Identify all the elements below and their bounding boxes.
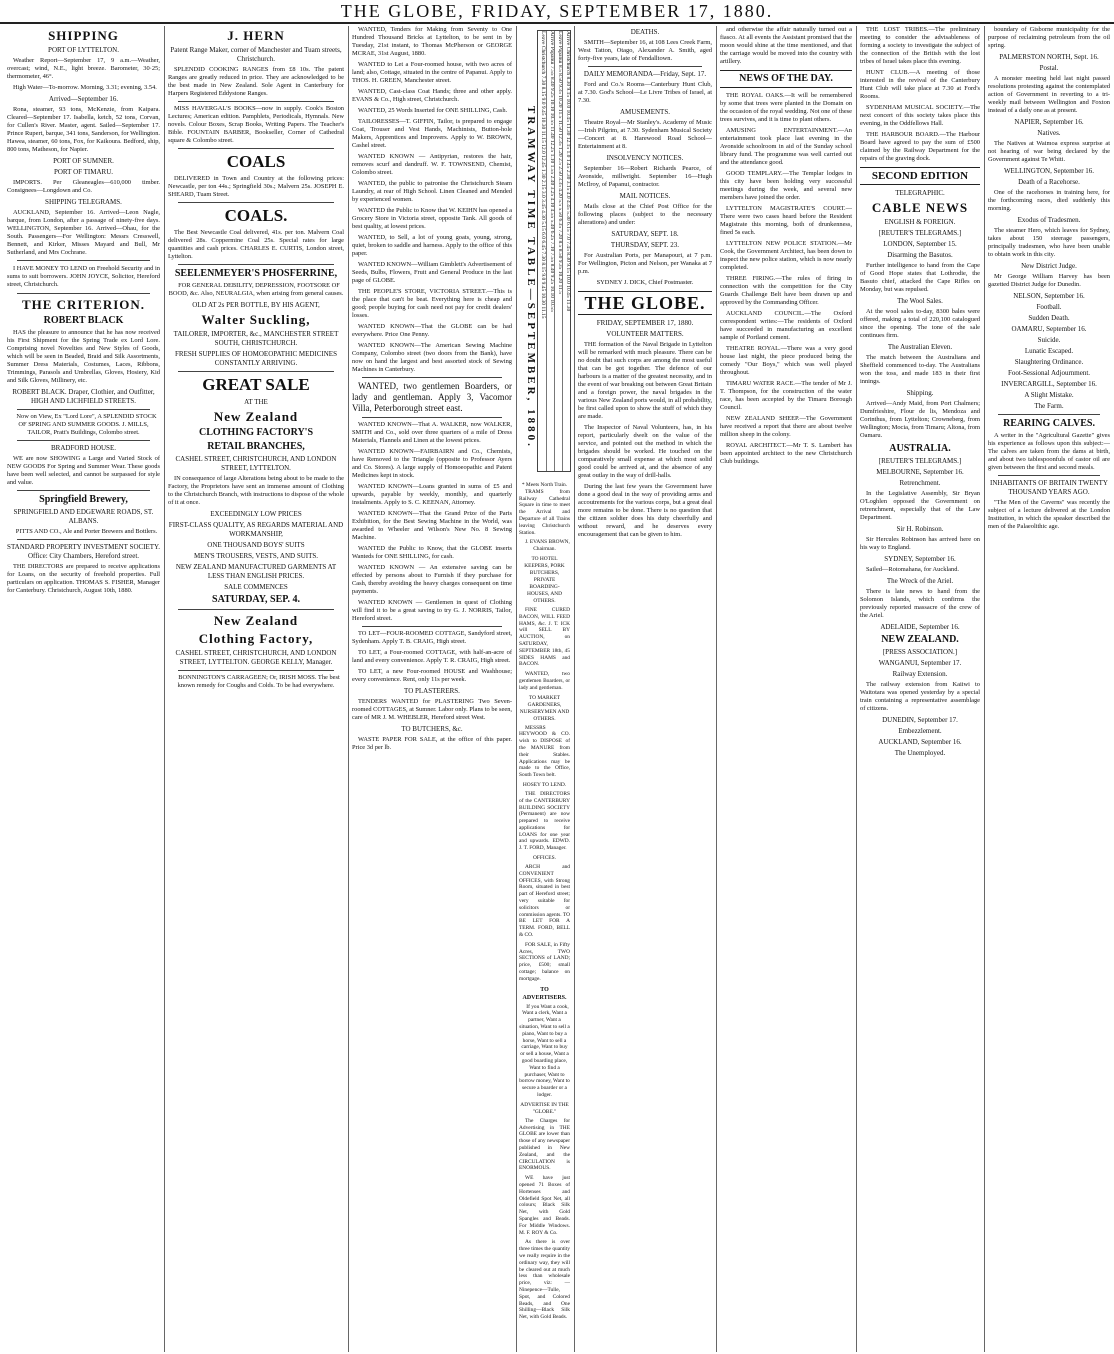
rearing-text: A writer in the "Agricultural Gazette" gives his experience as follows upon this subject:—The calves are taken from the dams at birth, and about two tablespoonfuls of castor oil are given between the first and second meals. [988,432,1110,471]
railway-text: The railway extension from Kaiiwi to Waitotara was opened yesterday by a special train containing a representative assemblage of citizens. [860,681,980,712]
column-2 [164,26,344,1352]
news-item: THEATRE ROYAL.—There was a very good house last night, the piece produced being the comedy "Our Boys," which was well played throughout. [720,345,852,376]
embezzlement: Embezzlement. [898,727,942,735]
daily-text: Ford and Co.'s Rooms—Canterbury Hunt Club, at 7.30. God's School—Le Livre Tribes of Israel, at 7.30. [578,81,712,104]
wanted-3: WANTED, Cast-class Coat Hands; three and other apply. EVANS & Co., High street, Christchurch. [352,88,512,103]
nz-heading: New Zealand [213,409,299,424]
column-7 [856,26,980,1352]
reuter: [REUTER'S TELEGRAMS.] [878,229,962,237]
column-8 [984,26,1110,1352]
volunteer-heading: VOLUNTEER MATTERS. [606,330,684,338]
insolvency: INSOLVENCY NOTICES. [606,154,684,162]
arrived-heading: Arrived—September 16. [48,95,119,103]
tramway-time-table [517,26,571,476]
wreck: The Wreck of the Ariel. [886,577,954,585]
lost-tribes: THE LOST TRIBES.—The preliminary meeting to consider the advisableness of forming a society to investigate the subject of the connection of the British with the lost tribes of Israel takes place this evening. [860,26,980,65]
exodus: Exodus of Tradesmen. [1017,216,1081,224]
sydney-dick: SYDNEY J. DICK, Chief Postmaster. [596,279,694,286]
coals2-text: The Best Newcastle Coal delivered, 41s. per ton. Malvern Coal delivered 28s. Coppermine Coal 25s. Special rates for large quantities and cash prices. CHARLES E. CURTIS, London street, Lyttelton. [168,229,344,260]
retrenchment: Retrenchment. [899,479,941,487]
timetable-col: Leave Christchurch 7.30 8.15 9.0 9.45 10.30 11.15 12.0 12.45 1.30 2.15 3.0 3.45 4.30 5.15 6.0 6.45 7.30 8.15 9.0 9.45 10.30 11.15 [540,31,546,319]
wool-heading: The Wool Sales. [897,297,943,305]
telegrams-heading: SHIPPING TELEGRAMS. [45,198,122,206]
napier: NAPIER, September 16. [1014,118,1084,126]
first-class: FIRST-CLASS QUALITY, AS REGARDS MATERIAL AND WORKMANSHIP, [168,521,344,538]
column-1 [4,26,160,1352]
timetable-col: Arrive Christchurch 8.30 9.15 10.0 10.45 11.30 12.15 1.0 1.45 2.30 3.15 4.0 4.45 5.30 6.15 7.0 7.45 8.30 9.15 10.0 10.45 11.30 [562,31,571,471]
inhab-text: "The Men of the Caverns" was recently the subject of a lecture delivered at the London Institution, in which the speaker described the men of the Palaeolithic age. [988,499,1110,530]
branches: CASHEL STREET, CHRISTCHURCH, AND LONDON STREET, LYTTELTON. [175,455,337,472]
railway-ext: Railway Extension. [892,670,948,678]
trams-text: TRAMS from Railway Cathedral Square in time to meet the Arrival and Departure of all Trains leaving Christchurch Station. [519,488,570,536]
rearing-heading: REARING CALVES. [1003,418,1095,429]
news-item: THREE FIRING.—The rules of firing in connection with the competition for the City Guards Challenge Belt have been drawn up and approved by the Commanding Officer. [720,275,852,306]
wanted-grand-prize: WANTED KNOWN—That the Grand Prize of the Paris Exhibition, for the Best Sewing Machine in the World, was awarded to Wheeler and Wilson's New No. 8 Sewing Machine. [352,510,512,541]
retail-branches: RETAIL BRANCHES, [207,441,305,452]
timetable-col: Leave Papanui 8.5 8.50 9.35 10.20 11.5 11.50 12.35 1.20 2.5 2.50 3.35 4.20 5.5 5.50 6.35 7.20 8.5 8.50 9.35 10.20 11.5 [554,31,563,471]
deaths-text: SMITH—September 16, at 108 Lees Creek Farm, West Tatton, Otago, Alexander A. Smith, aged forty-five years, late of Fendalltown. [578,39,712,62]
criterion-text: HAS the pleasure to announce that he has now received his First Shipment for the Spring Trade ex Lord Lore. Comprising novel Novelties and New Styles of Goods, which will be seen in Beaded, Braid and Silk Assortments, Summer Dress Materials, Costumes, Laces, Ribbons, Trimmings, Parasols and Umbrellas, Gloves, Hosiery, Kid and Silk Gloves, Millinery, etc. [7,329,160,384]
timetable-col: Arrive Papanui 7.55 8.40 9.25 10.10 10.55 11.40 12.25 1.10 1.55 2.40 3.25 4.10 4.55 5.40 6.25 7.10 7.55 8.40 9.25 10.10 10.55 [546,31,555,471]
phosferrine-text: FOR GENERAL DEBILITY, DEPRESSION, FOOTSORE OF BOOD, &c. Also, NEURALGIA, when arising from general causes. [168,282,344,297]
directors-building: THE DIRECTORS of the CANTERBURY BUILDING SOCIETY (Permanent) are now prepared to receive applications for LOANS for one year and upwards. EDWD. J. T. FORD, Manager. [519,790,570,852]
antipyrian: WANTED KNOWN — Antipyrian, restores the hair, removes scurf and dandruff. W. F. TOWNSEND, Chemist, Colombo street. [352,153,512,176]
retrench-text: In the Legislative Assembly, Sir Bryan O'Loghlen opposed the Government on retrenchment, especially that of the Law Department. [860,490,980,521]
new-zealand-heading: NEW ZEALAND. [881,634,959,645]
bonnington-ad: BONNINGTON'S CARRAGEEN; Or, IRISH MOSS. The best known remedy for Coughs and Colds. To be had everywhere. [177,674,340,689]
wanted-girl: WANTED, to Sell, a lot of young goats, young, strong, quiet, broken to saddle and harness. Apply to the office of this paper. [352,234,512,257]
hern-heading: J. HERN [227,28,285,43]
charges: The Charges for Advertising in THE GLOBE are lower than those of any newspaper published in New Zealand, and the CIRCULATION is ENORMOUS. [519,1117,570,1172]
sydney-date: SYDNEY, September 16. [884,555,956,563]
sale-commences: SALE COMMENCES [224,583,288,591]
natives-text: The Natives at Waimoa express surprise at not hearing of war being declared by the Government against Te Whiti. [988,140,1110,163]
mens: MEN'S TROUSERS, VESTS, AND SUITS. [193,552,319,560]
we-have: WE have just opened 71 Boxes of Hortenses and Oldefield Spot Net, all colours; Black Silk Net, with Gold Spangles and Beads. For Middle Windows. M. F. ROY & Co. [519,1175,570,1236]
wool-text: At the wool sales to-day, 8300 bales were offered, making a total of 220,100 catalogued since the opening. The tone of the sale continues firm. [860,308,980,339]
port-heading: PORT OF LYTTELTON. [48,46,119,54]
article-cont: and otherwise the affair naturally turned out a fiasco. At all events the Assistant promised that the moon would shine at the time mentioned, and that the carriage would be moved into the country with artillery. [720,26,852,65]
wanted-fairbairn: WANTED KNOWN—FAIRBAIRN and Co., Chemists, have Removed to the Triangle (opposite to Professor Ayers and Co. Stores). A large supply of Homoeopathic and Patent Medicines kept in stock. [352,448,512,479]
slaughtering: Slaughtering Ordinance. [1014,358,1084,366]
now-on-view: Now on View, Ex "Lord Lore", A SPLENDID STOCK OF SPRING AND SUMMER GOODS. J. MILLS, TAILOR, Pratt's Buildings, Colombo street. [16,413,157,436]
to-let-house: TO LET, a Four-roomed COTTAGE, with half-an-acre of land and every convenience. Apply T. R. CRAIG, High street. [352,649,512,664]
suckling-heading: Walter Suckling, [201,312,311,327]
invercargill: INVERCARGILL, September 16. [1001,380,1097,388]
timaru-heading: PORT OF TIMARU. [53,168,114,176]
nz2-heading: New Zealand [213,613,299,628]
timetable-grid [537,30,571,472]
evans-brown: J. EVANS BROWN, Chairman. [525,539,570,553]
thursday-heading: THURSDAY, SEPT. 23. [610,241,680,249]
criterion-owner: ROBERT BLACK [43,315,124,326]
phosferrine-heading: SEELENMEYER'S PHOSFERRINE, [174,268,338,279]
shipping-heading: Shipping. [906,389,934,397]
insolvency-text: September 16—Robert Richards Pearce, of Avonside, millwright. September 16—Hugh McIlroy, of Papanui, contractor. [578,165,712,188]
havergal-ad: MISS HAVERGAL'S BOOKS—now in supply. Cook's Boston Lectures; American edition. Pamphlets, Periodicals, Hymnals. New novels. Colour Boxes, Scrap Books, Writing Papers. The Teacher's Bible. FOUNTAIN BARBER, Bookseller, Corner of Cathedral square & Colombo street. [168,105,344,144]
australians-heading: The Australian Eleven. [887,343,953,351]
wanted-1: WANTED, Tenders for Making from Seventy to One Hundred Thousand Bricks at Lyttelton, to be sent in by Tuesday, 21st instant, to Thomas McPherson or GEORGE MCRAE, 31st August, 1880. [352,26,512,57]
offices-heading: OFFICES. [533,855,556,862]
news-item: TIMARU WATER RACE.—The tender of Mr J. T. Thompson, for the construction of the water race, has been accepted by the Timaru Borough Council. [720,380,852,411]
harbour-board: THE HARBOUR BOARD.—The Harbour Board have agreed to pay the sum of £500 claimed by the Railway Department for the repairs of the graving dock. [860,131,980,162]
wellington: WELLINGTON, September 16. [1003,167,1095,175]
wanted-gentlemen: WANTED KNOWN — Gentlemen in quest of Clothing will find it to be a great saving to try G. J. NORRIS, Tailor, Hereford street. [352,599,512,622]
tailoresses: TAILORESSES—T. GIFFIN, Tailor, is prepared to engage Coat, Trouser and Vest Hands, Machinists, Button-hole Makers, Apprentices and Improvers. Apply to W. BROWN, Cashel street. [352,118,512,149]
exceedingly: EXCEEDINGLY LOW PRICES [210,510,302,518]
wanted-known-furniture: WANTED KNOWN — An extensive saving can be effected by persons about to Furnish if they purchase for Cash, thereby avoiding the heavy charges consequent on time payments. [352,564,512,595]
wanted-known-w: WANTED KNOWN—William Gimblett's Advertisement of Seeds, Bulbs, Flowers, Fruit and General Produce in the last page of GLOBE. [352,261,512,284]
plasterers-heading: TO PLASTERERS. [404,687,460,695]
pitts-ad: PITTS AND CO., Ale and Porter Brewers and Bottlers. [15,528,158,535]
news-item: THE ROYAL OAKS.—It will be remembered by some that trees were planted in the Domain on the occasion of the royal wedding. Not one of these trees survives, and it is time to plant others. [720,92,852,123]
standard-heading: STANDARD PROPERTY INVESTMENT SOCIETY. Office: City Chambers, Hereford street. [7,543,160,560]
tramway-title: TRAMWAY TIME TABLE—SEPTEMBER, 1880. [525,106,537,449]
natives: Natives. [1037,129,1061,137]
wanted-young: WANTED, the public to patronise the Christchurch Steam Laundry, at rear of High School. Linen Cleaned and Mended by experienced women. [352,180,512,203]
mail-more: For Australian Ports, per Manapouri, at 7 p.m. For Wellington, Picton and Nelson, per Wanaka at 7 p.m. [578,252,712,275]
saturday-heading: SATURDAY, SEPT. 18. [611,230,679,238]
press-tele: [REUTER'S TELEGRAMS.] [878,457,962,465]
coals2-heading: COALS. [224,206,288,225]
factory-sub: CASHEL STREET, CHRISTCHURCH, AND LONDON STREET, LYTTELTON. GEORGE KELLY, Manager. [175,649,337,666]
bradford-text: WE are now SHOWING a Large and Varied Stock of NEW GOODS For Spring and Summer Wear. These goods have been well selected, and cannot be surpassed for style and value. [7,455,160,486]
column-5 [574,26,712,1352]
to-let-shop: TO LET, a new Four-roomed HOUSE and Washhouse; every convenience. Rent, only 11s per week. [352,668,512,683]
offices-text: ARCH and CONVENIENT OFFICES, with Strong Room, situated in best part of Hereford street; very suitable for solicitors or commission agents. TO BE LET FOR A TERM. FORD, BELL & CO. [519,864,570,939]
mail-text: Mails close at the Chief Post Office for the following places (subject to the necessary alterations) and under: [578,203,712,226]
hotel-heading: TO HOTEL KEEPERS, PORK BUTCHERS, PRIVATE BOARDING-HOUSES, AND OTHERS. [524,555,565,604]
wreck-text: There is late news to hand from the Solomon Islands, which confirms the previously reported massacre of the crew of the Ariel. [860,588,980,619]
new-judge-text: Mr George William Harvey has been gazetted District Judge for Dunedin. [988,273,1110,288]
oamaru: OAMARU, September 16. [1011,325,1087,333]
hern-sub: Patent Range Maker, corner of Manchester and Tuam streets, Christchurch. [170,46,342,63]
press-assoc: [PRESS ASSOCIATION.] [882,648,958,656]
dunedin: DUNEDIN, September 17. [882,716,958,724]
hern-text: SPLENDID COOKING RANGES from £8 10s. The patent Ranges are greatly reduced in price. They are acknowledged to be the best made in New Zealand. Sole Agent in Canterbury for Harpers Registered Eddystone Ranges. [168,66,344,97]
column-4-ads [516,482,570,1352]
new-judge: New District Judge. [1021,262,1077,270]
coals-heading: COALS [226,152,286,171]
daily-mem: DAILY MEMORANDA—Friday, Sept. 17. [583,70,707,78]
amusements-text: Theatre Royal—Mr Stanley's. Academy of Music—Irish Pilgrim, at 7.30. Sydenham Musical Society—Concert at 8. Harewood Road School—Entertainment at 8. [578,119,712,150]
english-foreign: ENGLISH & FOREIGN. [884,218,956,226]
auckland: AUCKLAND, September 16. [878,738,962,746]
sydenham-musical: SYDENHAM MUSICAL SOCIETY.—The next concert of this society takes place this evening, in the Oddfellows Hall. [860,104,980,127]
news-item: LYTTELTON MAGISTRATE'S COURT.—There were two cases heard before the Resident Magistrate this morning, both of drunkenness, fined 5s each. [720,205,852,236]
bradford-heading: BRADFORD HOUSE. [51,444,116,452]
palmerston: PALMERSTON NORTH, Sept. 16. [999,53,1099,61]
mail-notices: MAIL NOTICES. [619,192,671,200]
telegraphic: TELEGRAPHIC. [895,189,945,197]
hunt-club: HUNT CLUB.—A meeting of those interested in the revival of the Canterbury Hunt Club will take place at 7.30 at Ford's Rooms. [860,69,980,100]
peoples-store: THE PEOPLE'S STORE, VICTORIA STREET.—This is the place that can't be beat. Everything here is cheap and good; people buying for cash need not pay for credit dealers' losses. [352,288,512,319]
adelaide: ADELAIDE, September 16. [880,623,960,631]
advertisers-poem: If you Want a cook, Want a clerk, Want a partner, Want a situation, Want to sell a piano, Want to buy a horse, Want to sell a carriage, Want to buy or sell a house, Want a good boarding place, Want to find a purchaser, Want to borrow money, Want to secure a boarder or a lodger. [519,1003,570,1098]
death: Death of a Racehorse. [1018,178,1080,186]
wanted-public: WANTED the Public to Know, that the GLOBE inserts Wanteds for ONE SHILLING, for cash. [352,545,512,560]
news-item: AMUSING ENTERTAINMENT.—An entertainment took place last evening in the Avonside schoolroom in aid of the Sunday school library fund. The programme was well carried out and the attendance good. [720,127,852,166]
wanted-boarders: WANTED, two gentlemen Boarders, or lady and gentleman. Apply 3, Vacomor Villa, Peterborough street east. [352,381,512,413]
nz-manufactured: NEW ZEALAND MANUFACTURED GARMENTS AT LESS THAN ENGLISH PRICES. [175,563,337,580]
brewery-heading: Springfield Brewery, [39,494,128,505]
football: Football. [1036,303,1062,311]
hosey: HOSEY TO LEND. [522,781,567,788]
auction-text: FINE CURED BACON, WILL FEED HAMS, &c. J. T. ICK will SELL BY AUCTION, on SATURDAY, SEPTEMBER 18th, 45 SIDES HAMS and BACON. [519,606,570,668]
globe-date: FRIDAY, SEPTEMBER 17, 1880. [596,319,694,327]
farm: The Farm. [1034,402,1064,410]
postal: Postal. [1039,64,1059,72]
market-gardeners: TO MARKET GARDENERS, NURSERYMEN AND OTHERS. [519,694,570,722]
news-item: AUCKLAND COUNCIL.—The Oxford correspondent writes:—The residents of Oxford have succeeded in manufacturing an excellent sample of Portland cement. [720,310,852,341]
plasterers-text: TENDERS WANTED for PLASTERING Two Seven-roomed COTTAGES, at Sumner. Labor only. Plans to be seen, care of MR J. M. WHEBLER, Hereford street West. [352,698,512,721]
column-3 [348,26,512,1352]
arrived-text: Rona, steamer, 93 tons, McKenzie, from Kaipara. Cleared—September 17. Isabella, ketch, 52 tons, Corvan, for Cullen's River. Master, agent. Sailed—September 17. Prince Rupert, barque, 341 tons, Sanderson, for Wellington. Hawea, steamer, 60 tons, Fox, for Kaikoura. Bedford, ship, 800 tons, Matheson, for Napier. [7,106,160,153]
criterion-heading: THE CRITERION. [21,297,146,312]
shipping-text: Arrived—Andy Maid, from Port Chalmers; Dumfrieshire, Flour de lis, Mendoza and Corinthus, from Lyttelton; Crowneberg, from Wellington; Mocia, from Timaru; Altona, from Oamaru. [860,400,980,439]
amusements: AMUSEMENTS. [620,108,670,116]
wanganui: WANGANUI, September 17. [878,659,962,667]
butchers-text: WASTE PAPER FOR SALE, at the office of this paper. Price 3d per lb. [352,736,512,751]
nelson: NELSON, September 16. [1013,292,1085,300]
cable-news: CABLE NEWS [871,200,969,215]
clothing-factory: CLOTHING FACTORY'S [198,427,314,438]
exodus-text: The steamer Hero, which leaves for Sydney, takes about 150 steerage passengers, principally tradesmen, who have been unable to obtain work in this city. [988,227,1110,258]
globe-title: THE GLOBE. [584,293,706,313]
slight: A Slight Mistake. [1024,391,1074,399]
black-footer: ROBERT BLACK. Draper, Clothier, and Outfitter, HIGH AND LICHFIELD STREETS. [12,388,155,405]
telegrams-text: AUCKLAND, September 16. Arrived—Leon Nagle, barque, from London, after a passage of ninety-five days. WELLINGTON, September 16. Arrived—Ohau, for the South. Passengers—For Wellington: Messrs Cresswell, Bennett, and Kirker, Misses Mayard and Bull, Mr Sutherland, and Mrs Cochrane. [7,209,160,256]
foot-sore: Foot-Sessional Adjournment. [1007,369,1091,377]
wanted-loans: WANTED KNOWN—Loans granted in sums of £5 and upwards, payable by weekly, monthly, and quarterly instalments. Apply to S. C. KEENAN, Attorney. [352,483,512,506]
wanted-known-american: WANTED KNOWN—The American Sewing Machine Company, Colombo street (two doors from the Bank), have now on hand the largest and best assorted stock of Sewing Machines in Canterbury. [352,342,512,373]
robinson: Sir H. Robinson. [896,525,944,533]
wanted-tracy: WANTED the Public to Know that W. KEIHN has opened a Grocery Store in Victoria street, opposite Tank. All goods of best quality, at lowest prices. [352,207,512,230]
melbourne: MELBOURNE, September 16. [876,468,964,476]
saturday: SATURDAY, SEP. 4. [212,594,300,605]
heywood-ad: MESSRS HEYWOOD & CO. wish to DISPOSE of the MANURE from their Stables. Applications may be made to the Office, South Town belt. [519,724,570,779]
imports-text: IMPORTS. Per Gleaneagles—610,000 timber. Consignees—Longdown and Co. [7,179,160,194]
news-item: GOOD TEMPLARY.—The Templar lodges in this city have been holding very successful meetings during the week, and several new members have joined the order. [720,170,852,201]
sale-text: IN consequence of large Alterations being about to be made to the Factory, the Proprietors have sent an immense amount of Clothing to the Christchurch Branch, with instructions to dispose of the whole of it at once. [168,475,344,506]
brewery-text: SPRINGFIELD AND EDGEWARE ROADS, ST. ALBANS. [13,508,154,525]
one-thousand: ONE THOUSAND BOYS' SUITS [207,541,305,549]
basutos-text: Further intelligence to hand from the Cape of Good Hope states that Lothrodie, the Basuto chief, attacked the Cape Rifles on Monday, but was repulsed. [860,262,980,293]
basutos-heading: Disarming the Basutos. [887,251,953,259]
weather-report: Weather Report—September 17, 9 a.m.—Weather, overcast; wind, N.E., light breeze. Barometer, 30·25; thermometer, 46°. [7,57,160,80]
money-ad: I HAVE MONEY TO LEND on Freehold Security and in sums to suit borrowers. JOHN JOYCE, Solicitor, Hereford street, Christchurch. [7,265,160,288]
high-water: High Water—To-morrow. Morning, 3.31; evening, 3.54. [13,84,157,91]
wanted-known-globe: WANTED KNOWN—That the GLOBE can be had everywhere. Price One Penny. [352,323,512,338]
column-6 [716,26,852,1352]
article-3: During the last few years the Government have done a good deal in the way of providing arms and accoutrements for the various corps, but a great deal more remains to be done. There is no question that the citizen soldier does his duty cheerfully and without reward, and he deserves every encouragement that can be given to him. [578,483,712,538]
sumner-heading: PORT OF SUMNER. [53,157,114,165]
inhabitants-heading: INHABITANTS OF BRITAIN TWENTY THOUSAND YEARS AGO. [990,479,1108,496]
sudden-death: Sudden Death. [1028,314,1070,322]
advertisers-heading: TO ADVERTISERS. [522,986,567,1001]
wanted-walker: WANTED KNOWN—That A. WALKER, now WALKER, SMITH and Co., sold over three quarters of a mile of Dress Materials, Flannels and Linen at the lowest prices. [352,421,512,444]
phos-price: OLD AT 2s PER BOTTLE, BY HIS AGENT, [192,301,320,309]
butchers-heading: TO BUTCHERS, &c. [401,725,463,733]
coals-text: DELIVERED in Town and Country at the following prices: Newcastle, per ton 44s.; Springfield 30s.; Malvern 25s. JOSEPH E. SHEARD, Tuam Street. [168,175,344,198]
australia-heading: AUSTRALIA. [889,443,951,454]
news-item: LYTTELTON NEW POLICE STATION.—Mr Cook, the Government Architect, has been down to inspect the new police station, which is now nearly completed. [720,240,852,271]
death-text: One of the racehorses in training here, for the forthcoming races, died suddenly this morning. [988,189,1110,212]
postal-text: A monster meeting held last night passed resolutions protesting against the contemplated action of Government in reverting to a tri-weekly mail between Wellington and Foxton instead of a daily one as at present. [988,75,1110,114]
article-1: THE formation of the Naval Brigade in Lyttelton will be remarked with much pleasure. There can be no doubt that such corps are among the most useful that can be got together. The defence of our harbours is a matter of the greatest necessity, and in the event of war breaking out between Great Britain and a foreign power, the naval brigades in the various New Zealand ports would, in all probability, be first called upon to show the stuff of which they are made. [578,341,712,420]
london-date: LONDON, September 15. [883,240,957,248]
news-heading: NEWS OF THE DAY. [739,73,833,84]
article-2: The Inspector of Naval Volunteers, has, in his report, particularly dwelt on the value of the service, and pointed out the method in which the brigades should be worked. He touched on the comparatively small expense at which most solid good could be arrived at, and the absence of any great outlay in the way of drill-halls. [578,424,712,479]
newspaper-page [4,26,1110,1352]
to-let-cottage: TO LET—FOUR-ROOMED COTTAGE, Sandyford street, Sydenham. Apply T. B. CRAIG, High street. [352,630,512,645]
robinson-text: Sir Hercules Robinson has arrived here on his way to England. [860,536,980,551]
top-text: boundary of Gisborne municipality for the purpose of reclaiming petroleum from the oil spring. [988,26,1110,49]
news-item: ROYAL ARCHITECT.—Mr T. S. Lambert has been appointed architect to the new Christchurch Club buildings. [720,442,852,465]
for-sale: FOR SALE, in Fifty Acres, TWO SECTIONS of LAND; price, £500; small cottage; balance on mortgage. [519,941,570,982]
homoeopathic: FRESH SUPPLIES OF HOMOEOPATHIC MEDICINES CONSTANTLY ARRIVING. [175,350,337,367]
australians-text: The match between the Australians and Sheffield commenced to-day. The Australians won the toss, and made 183 in their first innings. [860,354,980,385]
directors-text: THE DIRECTORS are prepared to receive applications for Loans, on the security of freehold properties. Full particulars on application. THOMAS S. FISHER, Manager for Canterbury. Christchurch, August 10th, 1880. [7,563,160,594]
factory-heading: Clothing Factory, [198,631,314,646]
second-edition: SECOND EDITION [871,170,969,182]
shipping-heading: SHIPPING [48,28,119,43]
deaths-heading: DEATHS. [630,28,660,36]
sydney-text: Sailed—Rotomahana, for Auckland. [866,566,959,573]
lunatic: Lunatic Escaped. [1024,347,1074,355]
unemployed: The Unemployed. [894,749,946,757]
wanted-two-gent: WANTED, two gentlemen Boarders, or lady and gentleman. [519,671,570,691]
great-sale: GREAT SALE [202,375,310,394]
tram-note: * Meets North Train. [521,482,568,488]
masthead: THE GLOBE, FRIDAY, SEPTEMBER 17, 1880. [0,0,1114,24]
suckling-sub: TAILORER, IMPORTER, &c., MANCHESTER STREET SOUTH, CHRISTCHURCH. [173,330,339,347]
at-the: AT THE [244,398,268,406]
wanted-4: WANTED, 25 Words Inserted for ONE SHILLING, Cash. [358,107,508,114]
news-item: NEW ZEALAND SHEEP.—The Government have received a report that there are about twelve million sheep in the colony. [720,415,852,438]
advertise-globe: ADVERTISE IN THE "GLOBE." [520,1101,569,1115]
as-there: As there is over three times the quantity we really require in the ordinary way, they will be cleared out at much less than wholesale price, viz: — Ninepence—Tulle, Spot, and Colored Beads, and One Shilling—Black Silk Net, with Gold Beads. [519,1239,570,1321]
wanted-2: WANTED to Let a Four-roomed house, with two acres of land; also, Cottage, situated in the centre of Papanui. Apply to THOS. H. GREEN, Manchester street. [352,61,512,84]
suicide: Suicide. [1037,336,1061,344]
